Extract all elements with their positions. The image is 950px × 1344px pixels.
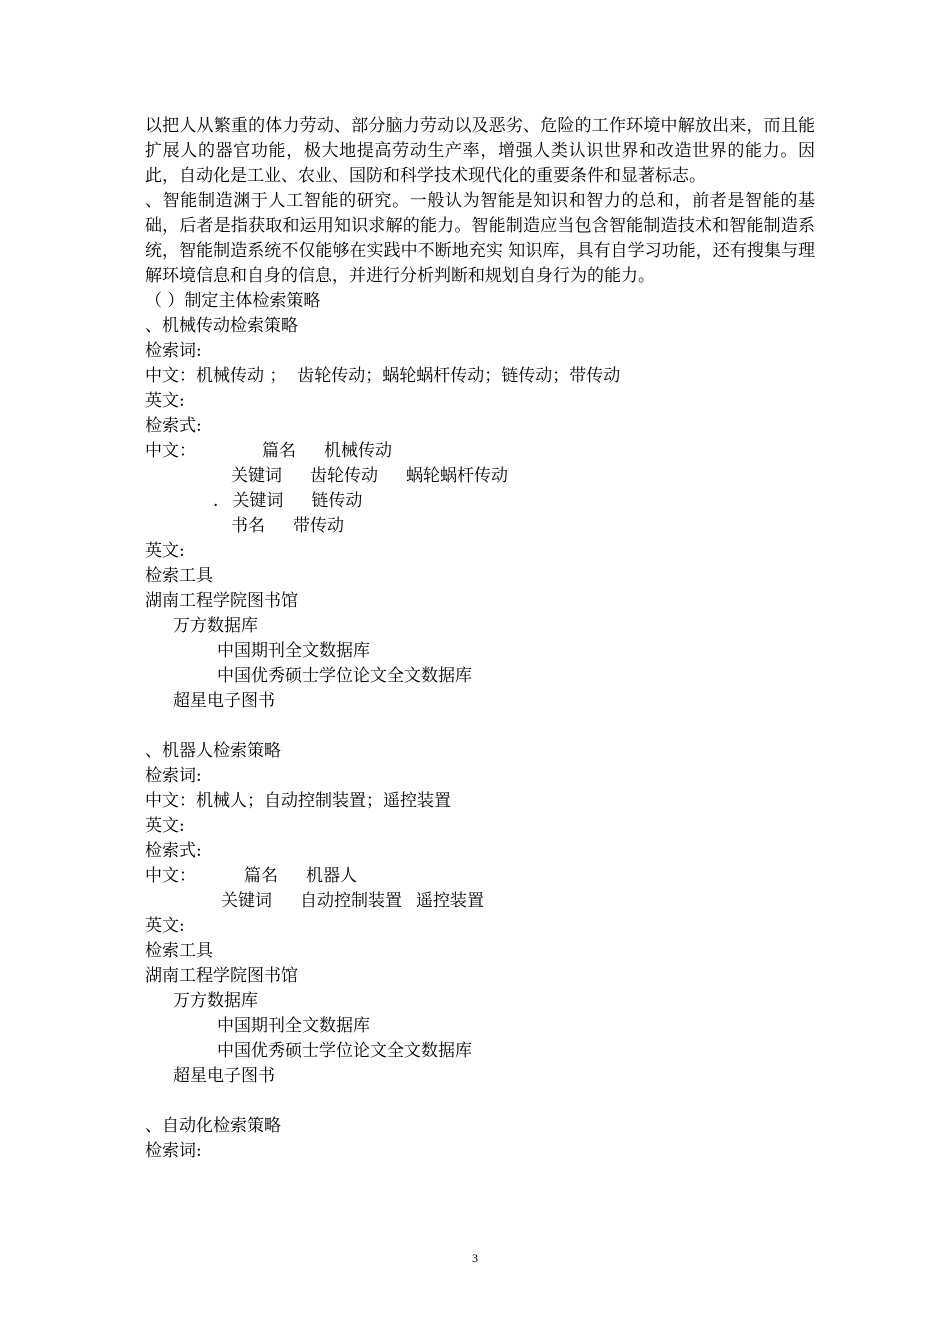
mech-f2-term-a: 齿轮传动 [310,466,378,486]
intro-paragraph-2: 、智能制造渊于人工智能的研究。一般认为智能是知识和智力的总和，前者是智能的基础，后者是指获取和运用知识求解的能力。智能制造应当包含智能制造技术和智能制造系统，智能制造系统不仅能够在实践中不断地充实 知识库，具有自学习功能，还有搜集与理解环境信息和自身的信息，并进行分析判断和规划自身行为的能力。 [145,191,815,286]
robot-english-label: 英文: [145,816,185,836]
robot-db-wanfang: 万方数据库 [173,991,258,1011]
mech-library: 湖南工程学院图书馆 [145,591,298,611]
mech-f3-field: 关键词 [232,491,284,511]
mech-formula-row-2 [145,464,815,489]
mech-f1-field: 篇名 [262,441,296,461]
robot-keyword-label: 检索词: [145,766,202,786]
robot-library: 湖南工程学院图书馆 [145,966,298,986]
page-body [145,114,815,1164]
robot-f2-term-b: 遥控装置 [416,891,484,911]
mech-keyword-label: 检索词: [145,341,202,361]
page-number: 3 [472,1251,478,1265]
mech-formula-label: 检索式: [145,416,202,436]
mech-english-label: 英文: [145,391,185,411]
mech-formula-row-3 [145,489,815,514]
robot-formula-cn-label: 中文： [145,866,196,886]
mech-f3-term: 链传动 [311,491,363,511]
mech-f3-prefix: . [213,491,219,511]
robot-f1-field: 篇名 [244,866,278,886]
mech-db-chaoxing: 超星电子图书 [173,691,275,711]
blank-line [145,714,815,739]
mech-formula-english-label: 英文: [145,541,185,561]
mech-f4-field: 书名 [231,516,265,536]
robot-f2-field: 关键词 [221,891,272,911]
robot-db-journal: 中国期刊全文数据库 [217,1016,370,1036]
mech-cn-label: 中文： [145,366,196,386]
robot-formula-row-1 [145,864,815,889]
mech-chinese-terms-line [145,364,815,389]
robot-cn-terms: 机械人；自动控制装置；遥控装置 [196,791,451,811]
robot-formula-label: 检索式: [145,841,202,861]
robot-chinese-terms-line [145,789,815,814]
mech-formula-row-1 [145,439,815,464]
robot-db-chaoxing: 超星电子图书 [173,1066,275,1086]
section-heading: （ ）制定主体检索策略 [145,291,321,311]
mech-f1-term: 机械传动 [324,441,392,461]
mech-f2-field: 关键词 [231,466,282,486]
mech-db-wanfang: 万方数据库 [173,616,258,636]
mech-tools-label: 检索工具 [145,566,213,586]
robot-formula-english-label: 英文: [145,916,185,936]
robot-tools-label: 检索工具 [145,941,213,961]
mech-formula-row-4 [145,514,815,539]
robot-db-thesis: 中国优秀硕士学位论文全文数据库 [217,1041,472,1061]
robot-f1-term: 机器人 [306,866,357,886]
robot-cn-label: 中文： [145,791,196,811]
mech-formula-cn-label: 中文： [145,441,196,461]
robot-formula-row-2 [145,889,815,914]
robot-f2-term-a: 自动控制装置 [300,891,402,911]
mech-cn-terms: 机械传动 ； 齿轮传动；蜗轮蜗杆传动；链传动；带传动 [196,366,621,386]
mech-f2-term-b: 蜗轮蜗杆传动 [406,466,508,486]
mech-f4-term: 带传动 [293,516,344,536]
auto-keyword-label: 检索词: [145,1141,202,1161]
mech-db-thesis: 中国优秀硕士学位论文全文数据库 [217,666,472,686]
robot-section-title: 、机器人检索策略 [145,741,281,761]
intro-paragraph-1: 以把人从繁重的体力劳动、部分脑力劳动以及恶劣、危险的工作环境中解放出来，而且能扩展人的器官功能，极大地提高劳动生产率，增强人类认识世界和改造世界的能力。因此，自动化是工业、农业、国防和科学技术现代化的重要条件和显著标志。 [145,116,815,186]
blank-line [145,1089,815,1114]
auto-section-title: 、自动化检索策略 [145,1116,281,1136]
mech-section-title: 、机械传动检索策略 [145,316,298,336]
mech-db-journal: 中国期刊全文数据库 [217,641,370,661]
